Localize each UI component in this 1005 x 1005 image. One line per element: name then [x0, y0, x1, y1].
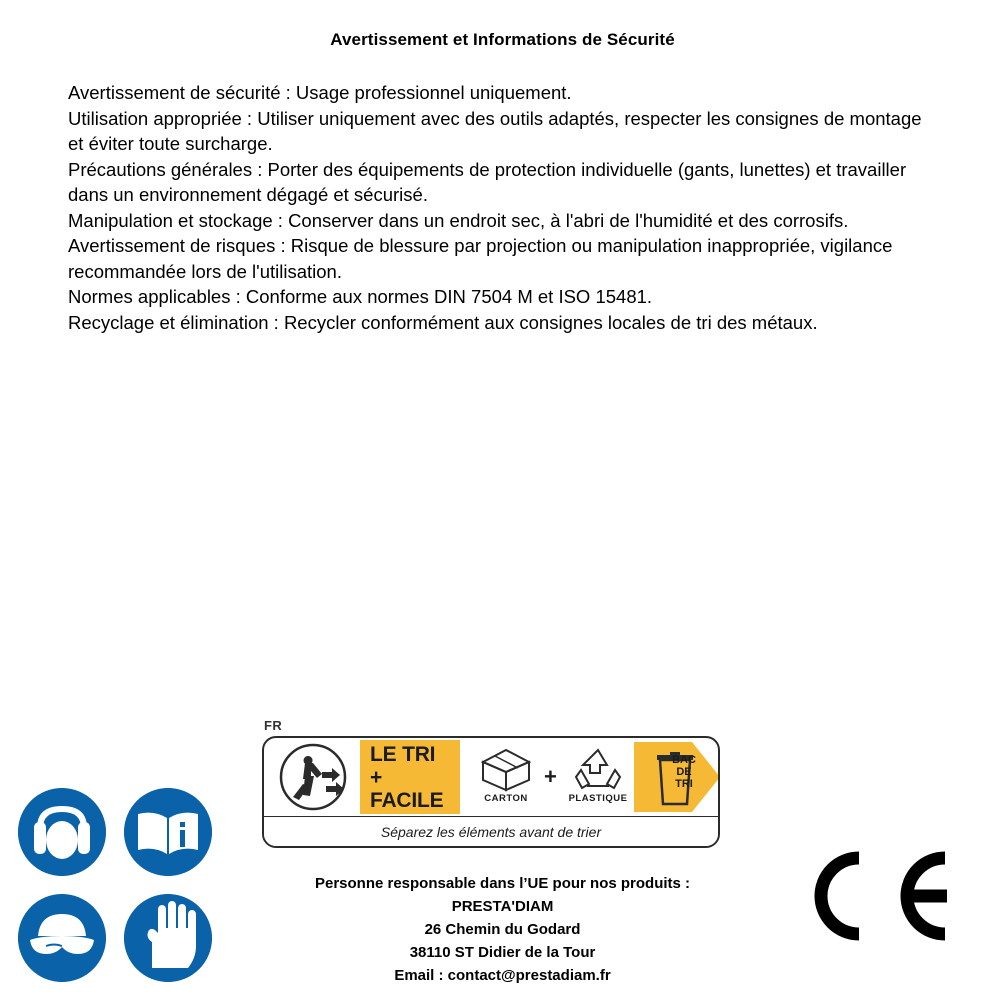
paragraph-standards: Normes applicables : Conforme aux normes DIN 7504 M et ISO 15481. [68, 286, 653, 307]
safety-information-text [68, 80, 936, 335]
triman-footer-text: Séparez les éléments avant de trier [380, 824, 602, 840]
plastique-material [560, 744, 636, 812]
triman-top-row [264, 738, 718, 816]
triman-recycling-banner [262, 718, 722, 848]
ear-protection-icon [18, 788, 106, 876]
paragraph-safety-warning: Avertissement de sécurité : Usage professionnel uniquement. [68, 82, 572, 103]
triman-slogan-line1: LE TRI [370, 742, 436, 766]
bin-label-line2: DE [676, 766, 692, 778]
triman-language-tag: FR [264, 718, 283, 733]
triman-slogan-line2: + FACILE [370, 765, 444, 812]
carton-label: CARTON [484, 793, 528, 804]
page-title: Avertissement et Informations de Sécurité [330, 30, 675, 49]
triman-logo-icon [270, 742, 356, 812]
paragraph-recycling: Recyclage et élimination : Recycler conformément aux consignes locales de tri des métaux. [68, 311, 818, 333]
triman-bin-label [656, 754, 712, 790]
paragraph-handling-storage: Manipulation et stockage : Conserver dans un endroit sec, à l'abri de l'humidité et des corrosifs. [68, 209, 849, 231]
paragraph-proper-use: Utilisation appropriée : Utiliser uniquement avec des outils adaptés, respecter les consignes de montage et éviter toute surcharge. [68, 107, 922, 154]
read-instructions-icon [124, 788, 212, 876]
ce-marking-icon [795, 848, 955, 944]
paragraph-general-precautions: Précautions générales : Porter des équipements de protection individuelle (gants, lunettes) et travailler dans un environnement dégagé et sécurisé. [68, 158, 907, 205]
paragraph-risk-warning: Avertissement de risques : Risque de blessure par projection ou manipulation inappropriée, vigilance recommandée lors de l'utilisation. [68, 235, 893, 282]
bin-label-line3: TRI [675, 778, 693, 790]
responsible-email: Email : contact@prestadiam.fr [394, 967, 611, 984]
responsible-address-line1: 26 Chemin du Godard [424, 921, 581, 938]
triman-slogan [360, 740, 460, 814]
responsible-address-line2: 38110 ST Didier de la Tour [409, 944, 596, 961]
plastique-label: PLASTIQUE [568, 793, 628, 804]
bin-label-line1: BAC [672, 754, 696, 766]
triman-footer-note [264, 816, 718, 847]
responsible-company: PRESTA'DIAM [451, 898, 554, 915]
triman-plus-separator: + [544, 764, 557, 789]
responsible-heading: Personne responsable dans l’UE pour nos produits : [314, 875, 691, 892]
triman-banner-body [262, 736, 720, 848]
carton-material [468, 744, 544, 812]
